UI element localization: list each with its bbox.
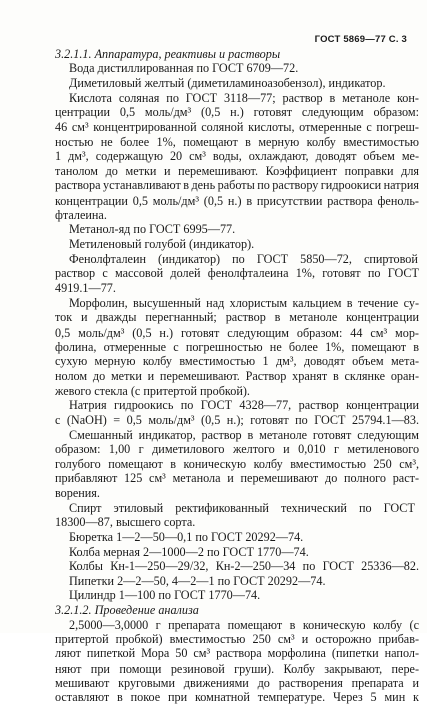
text-line: ностью не более 1%, помещают в мерную колбу вместимостью [55,135,419,150]
text-line: сухую мерную колбу вместимостью 1 дм³, доводят объем мета- [55,354,420,369]
text-line: образом: 1,00 г диметилового желтого и 0,010 г метиленового [55,442,420,457]
text-line: Натрия гидроокись по ГОСТ 4328—77, раствор концентрации [69,398,420,413]
text-line: 3.2.1.2. Проведение анализа [55,603,199,618]
text-line: раствор с массовой долей фенолфталеина 1%, готовят по ГОСТ [55,266,419,281]
text-line: голубого помещают в коническую колбу вместимостью 250 см³, [55,456,420,471]
text-line: 0,5 моль/дм³ (0,5 н.) готовят следующим образом: 44 см³ мор- [55,325,419,340]
text-line: оставляют в покое при комнатной температуре. Через 5 мин к [55,690,419,704]
text-line: нолом до метки и перемешивают. Раствор хранят в склянке оран- [55,368,420,383]
text-line: жевого стекла (с притертой пробкой). [55,383,250,398]
text-line: 1 дм³, содержащую 20 см³ воды, охлаждают, доводят объем ме- [55,149,420,164]
text-line: Морфолин, высушенный над хлористым кальцием в течение су- [69,295,419,310]
text-line: 4919.1—77. [55,280,116,295]
text-line: Пипетки 2—2—50, 4—2—1 по ГОСТ 20292—74. [69,573,326,588]
text-line: Метиленовый голубой (индикатор). [69,236,255,251]
text-line: 3.2.1.1. Аппаратура, реактивы и растворы [55,47,281,61]
text-line: Колбы Кн-1—250—29/32, Кн-2—250—34 по ГОСТ 25336—82. [69,559,419,574]
text-line: 18300—87, высшего сорта. [55,515,196,530]
text-line: Диметиловый желтый (диметиламиноазобензол), индикатор. [69,75,386,90]
text-line: Вода дистиллированная по ГОСТ 6709—72. [69,61,299,76]
text-line: мешивают круговыми движениями до растворения препарата и [55,675,419,690]
text-line: центрации 0,5 моль/дм³ (0,5 н.) готовят следующим образом: [55,105,419,120]
text-line: прибавляют 125 см³ метанола и перемешивают до полного раст- [55,471,419,486]
text-line: Цилиндр 1—100 по ГОСТ 1770—74. [69,587,261,602]
text-line: фолина, отмеренные с погрешностью не более 1%, помещают в [55,339,420,354]
text-line: раствора устанавливают в день работы по раствору гидроокиси натрия [55,178,419,193]
text-line: Спирт этиловый ректификованный технический по ГОСТ [69,500,415,515]
text-line: няют при помощи резиновой груши). Колбу закрывают, пере- [55,661,420,676]
text-line: танолом до метки и перемешивают. Коэффициент поправки для [55,163,420,178]
text-line: 2,5000—3,0000 г препарата помещают в коническую колбу (с [69,617,420,632]
text-line: Фенолфталеин (индикатор) по ГОСТ 5850—72, спиртовой [69,251,418,266]
text-line: ворения. [55,486,100,501]
text-line: Кислота соляная по ГОСТ 3118—77; раствор в метаноле кон- [69,91,419,105]
text-line: Колба мерная 2—1000—2 по ГОСТ 1770—74. [69,544,309,559]
text-line: притертой пробкой) вместимостью 250 см³ и осторожно прибав- [55,631,420,646]
text-line: 46 см³ концентрированной соляной кислоты, отмеренные с погреш- [55,119,419,134]
text-line: c (NaOH) = 0,5 моль/дм³ (0,5 н.); готовят по ГОСТ 25794.1—83. [55,412,419,427]
text-line: Смешанный индикатор, раствор в метаноле готовят следующим [69,428,419,442]
text-line: Бюретка 1—2—50—0,1 по ГОСТ 20292—74. [69,530,304,545]
text-line: ток и дважды перегнанный; раствор в метаноле концентрации [55,310,420,325]
text-line: Метанол-яд по ГОСТ 6995—77. [69,222,236,237]
page-header: ГОСТ 5869—77 С. 3 [314,34,407,45]
text-line: концентрации 0,5 моль/дм³ (0,5 н.) в присутствии раствора феноль- [55,193,419,208]
text-line: ляют пипеткой Мора 50 см³ раствора морфолина (пипетки напол- [55,646,420,661]
text-line: фталеина. [55,207,107,222]
